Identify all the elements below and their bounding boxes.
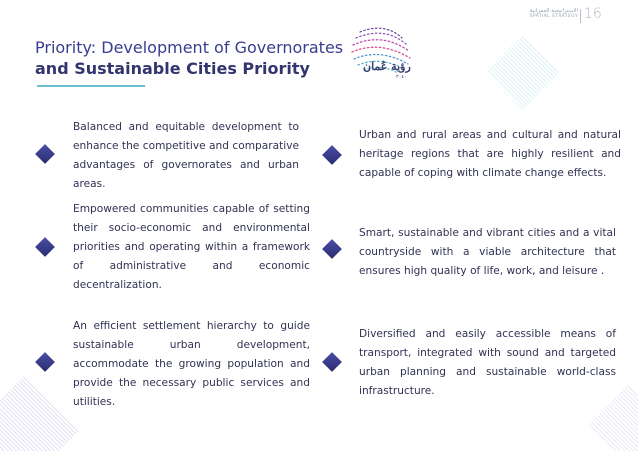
- page-title-line-2: and Sustainable Cities Priority: [35, 59, 310, 78]
- header-divider: [580, 9, 581, 23]
- priority-item-1: Balanced and equitable development to enhance the competitive and comparative advantages of governorates and urban areas.: [73, 121, 299, 190]
- strategy-english: SPATIAL STRATEGY: [529, 13, 578, 19]
- bullet-diamond-icon: [35, 237, 55, 257]
- priority-item-6: Diversified and easily accessible means of transport, integrated with sound and targeted urban planning and sustainable world-class infrastructure.: [359, 328, 616, 397]
- vision-logo-icon: [340, 20, 430, 95]
- vision-logo-text: رؤية عُمان: [363, 60, 411, 73]
- bullet-diamond-icon: [322, 352, 342, 372]
- priority-item-3: An efficient settlement hierarchy to guide sustainable urban development, accommodate the growing population and provide the necessary public services and utilities.: [73, 320, 310, 408]
- priority-item-5: Smart, sustainable and vibrant cities and a vital countryside with a viable architecture that ensures high quality of life, work, and leisure .: [359, 227, 616, 277]
- page-title-line-1: Priority: Development of Governorates: [35, 38, 344, 57]
- page-number: 16: [584, 6, 602, 22]
- bullet-diamond-icon: [322, 145, 342, 165]
- priority-item-4: Urban and rural areas and cultural and natural heritage regions that are highly resilient and capable of coping with climate change effects.: [359, 129, 621, 179]
- bullet-diamond-icon: [35, 144, 55, 164]
- bullet-diamond-icon: [322, 239, 342, 259]
- bullet-diamond-icon: [35, 352, 55, 372]
- title-underline: [37, 85, 145, 87]
- strategy-arabic: الاستراتيجية العمرانية: [529, 8, 578, 14]
- decorative-hatch-diamond-top: [486, 35, 561, 110]
- vision-logo-year: ٢٠٤٠: [396, 74, 407, 80]
- decorative-hatch-diamond-bottom-left: [0, 375, 80, 451]
- priority-item-2: Empowered communities capable of setting their socio-economic and environmental priorities and operating within a framework of administrative and economic decentralization.: [73, 203, 310, 291]
- header-strategy-label: [518, 9, 578, 19]
